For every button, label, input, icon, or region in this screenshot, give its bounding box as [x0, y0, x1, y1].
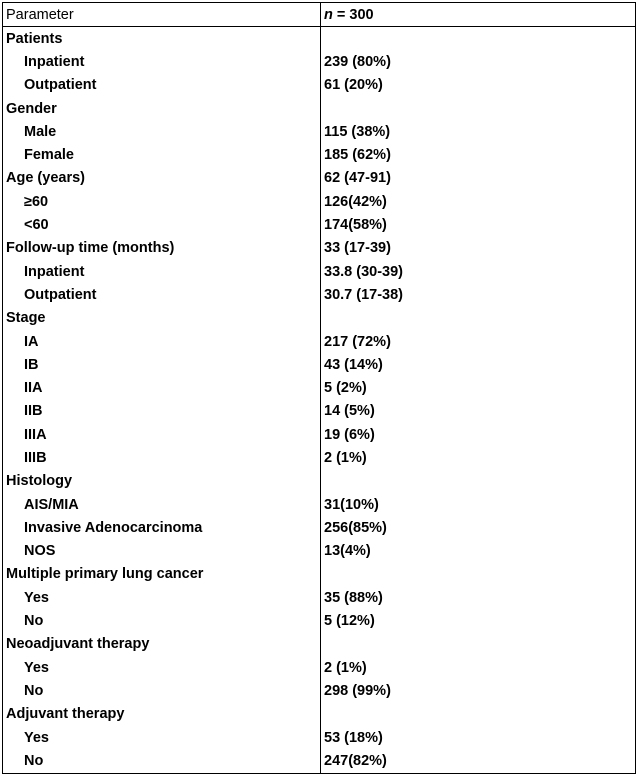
value-cell: 185 (62%)	[324, 147, 391, 164]
parameter-header: Parameter	[3, 3, 321, 27]
subcategory-label: Female	[3, 144, 321, 167]
table-row	[3, 120, 635, 143]
value-cell: 14 (5%)	[324, 403, 375, 420]
subcategory-label: NOS	[3, 540, 321, 563]
table-row	[3, 446, 635, 469]
subcategory-label: No	[3, 609, 321, 632]
n-symbol: n	[324, 6, 333, 23]
table-row	[3, 376, 635, 399]
subcategory-label: IB	[3, 353, 321, 376]
value-cell: 115 (38%)	[324, 123, 391, 140]
subcategory-label: Outpatient	[3, 74, 321, 97]
value-cell: 2 (1%)	[324, 450, 367, 466]
subcategory-label: <60	[3, 213, 321, 236]
table-row	[3, 400, 635, 423]
table-row	[3, 167, 635, 190]
value-cell: 19 (6%)	[324, 426, 375, 443]
table-row	[3, 586, 635, 609]
category-label: Age (years)	[3, 167, 321, 190]
patient-characteristics-table	[2, 2, 636, 774]
table-row	[3, 749, 635, 773]
subcategory-label: Inpatient	[3, 260, 321, 283]
table-row	[3, 540, 635, 563]
value-cell	[321, 703, 636, 726]
value-cell: 256(85%)	[324, 519, 387, 536]
value-cell: 33.8 (30-39)	[324, 263, 403, 280]
category-label: Follow-up time (months)	[3, 237, 321, 260]
value-cell: 2 (1%)	[324, 659, 367, 676]
subcategory-label: Invasive Adenocarcinoma	[3, 516, 321, 539]
table-row	[3, 633, 635, 656]
subcategory-label: IA	[3, 330, 321, 353]
subcategory-label: Yes	[3, 726, 321, 749]
table-row	[3, 703, 635, 726]
table-row	[3, 27, 635, 51]
subcategory-label: IIB	[3, 400, 321, 423]
value-cell: 298 (99%)	[324, 682, 391, 699]
category-label: Histology	[3, 470, 321, 493]
value-cell: 5 (12%)	[324, 613, 375, 630]
value-cell: 62 (47-91)	[324, 170, 391, 187]
subcategory-label: IIIB	[3, 446, 321, 469]
value-cell: 53 (18%)	[324, 729, 383, 746]
table-row	[3, 237, 635, 260]
table-body	[3, 27, 635, 774]
header-row	[3, 3, 635, 27]
value-cell: 33 (17-39)	[324, 240, 391, 257]
category-label: Adjuvant therapy	[3, 703, 321, 726]
table-row	[3, 493, 635, 516]
table-row	[3, 609, 635, 632]
table-row	[3, 470, 635, 493]
subcategory-label: Inpatient	[3, 50, 321, 73]
value-cell	[321, 307, 636, 330]
subcategory-label: No	[3, 749, 321, 773]
table-row	[3, 679, 635, 702]
subcategory-label: Yes	[3, 656, 321, 679]
value-cell	[321, 633, 636, 656]
category-label: Stage	[3, 307, 321, 330]
subcategory-label: No	[3, 679, 321, 702]
value-cell: 31(10%)	[324, 496, 379, 513]
table-row	[3, 656, 635, 679]
table-row	[3, 307, 635, 330]
subcategory-label: Yes	[3, 586, 321, 609]
value-cell: 174(58%)	[324, 217, 387, 234]
value-cell	[321, 97, 636, 120]
table-row	[3, 97, 635, 120]
value-cell	[321, 27, 636, 51]
value-cell: 13(4%)	[324, 543, 371, 560]
subcategory-label: Outpatient	[3, 283, 321, 306]
n-value: = 300	[332, 6, 374, 23]
n-header	[321, 3, 636, 27]
subcategory-label: IIIA	[3, 423, 321, 446]
subcategory-label: ≥60	[3, 190, 321, 213]
value-cell: 30.7 (17-38)	[324, 286, 403, 303]
table-row	[3, 353, 635, 376]
table-row	[3, 563, 635, 586]
table-row	[3, 423, 635, 446]
value-cell: 43 (14%)	[324, 356, 383, 373]
table-row	[3, 330, 635, 353]
value-cell: 239 (80%)	[324, 53, 391, 70]
subcategory-label: Male	[3, 120, 321, 143]
value-cell: 217 (72%)	[324, 333, 391, 350]
category-label: Neoadjuvant therapy	[3, 633, 321, 656]
value-cell: 126(42%)	[324, 193, 387, 210]
value-cell: 35 (88%)	[324, 589, 383, 606]
value-cell: 247(82%)	[324, 753, 387, 770]
table-row	[3, 283, 635, 306]
table-row	[3, 74, 635, 97]
subcategory-label: AIS/MIA	[3, 493, 321, 516]
data-table	[3, 3, 635, 773]
category-label: Patients	[3, 27, 321, 51]
table-row	[3, 144, 635, 167]
table-row	[3, 190, 635, 213]
value-cell	[321, 470, 636, 493]
subcategory-label: IIA	[3, 376, 321, 399]
table-row	[3, 726, 635, 749]
category-label: Gender	[3, 97, 321, 120]
value-cell	[321, 563, 636, 586]
table-row	[3, 260, 635, 283]
value-cell: 5 (2%)	[324, 380, 367, 397]
table-row	[3, 516, 635, 539]
table-row	[3, 213, 635, 236]
table-row	[3, 50, 635, 73]
category-label: Multiple primary lung cancer	[3, 563, 321, 586]
value-cell: 61 (20%)	[324, 77, 383, 94]
